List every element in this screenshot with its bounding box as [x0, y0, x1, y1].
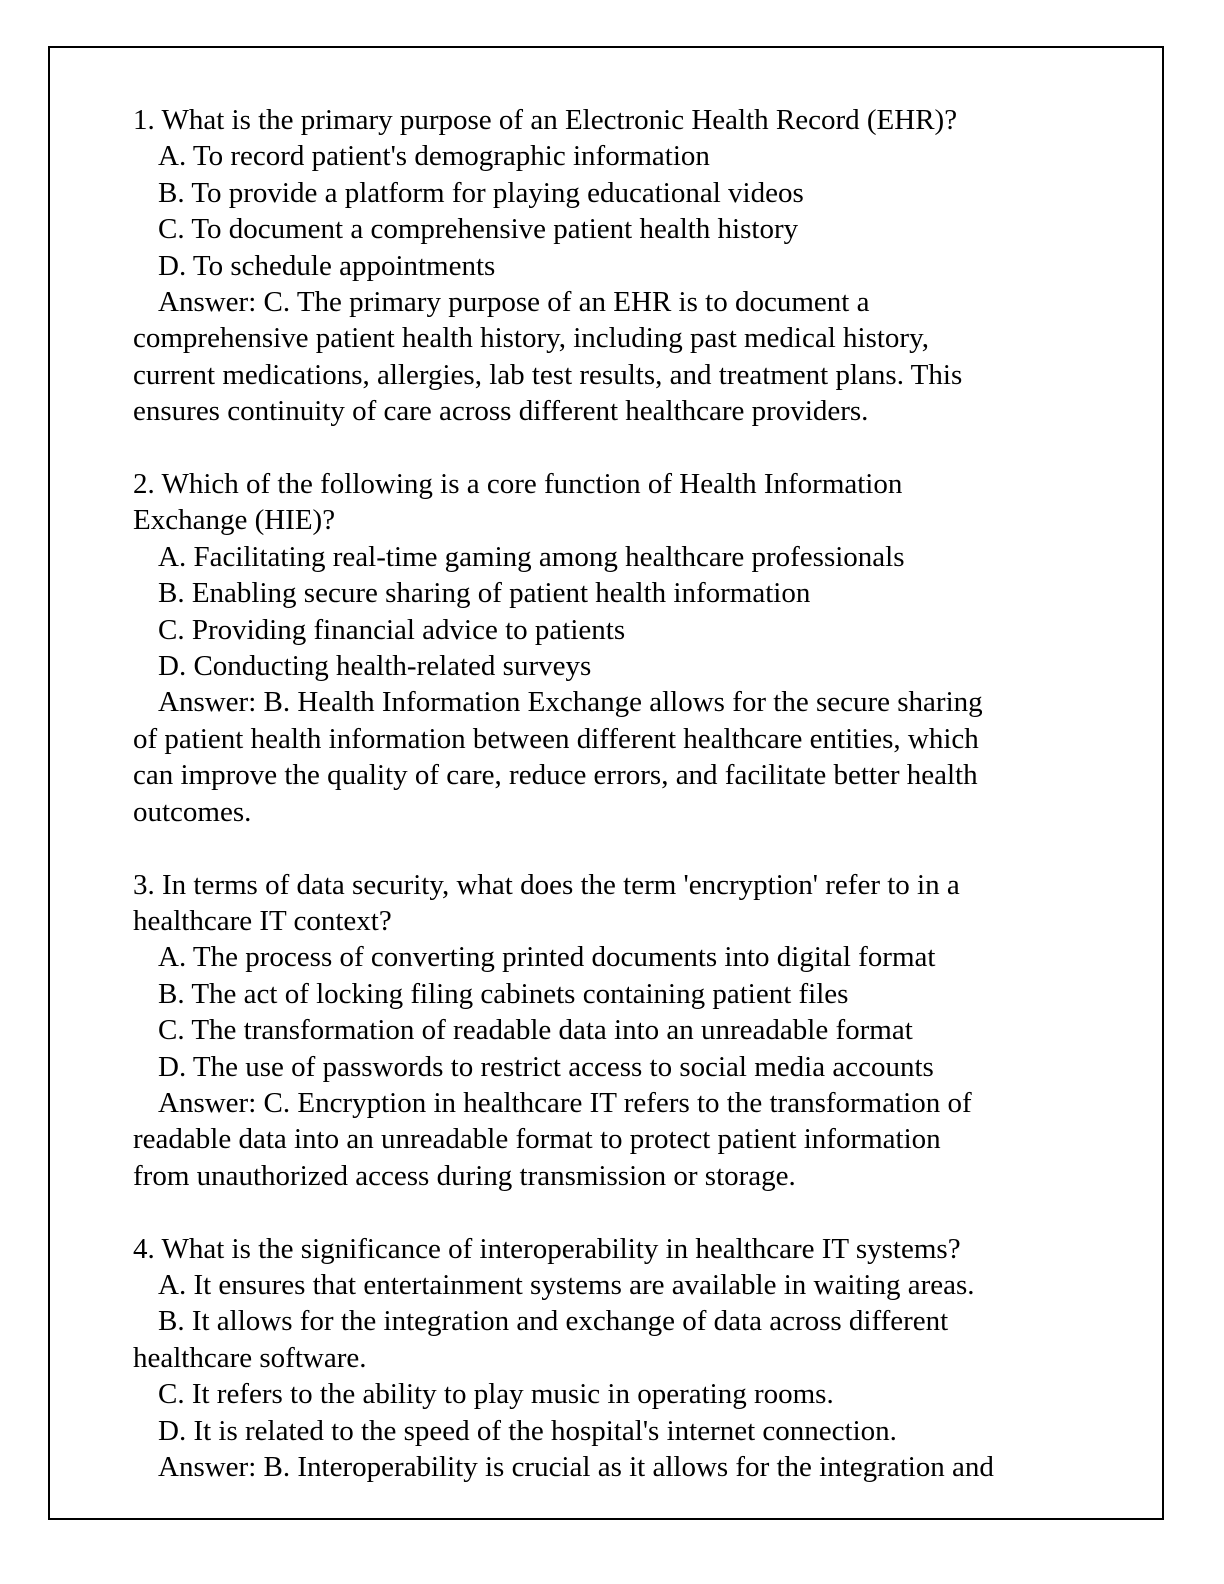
- option-d: D. The use of passwords to restrict access to social media accounts: [158, 1050, 934, 1083]
- option-d: D. It is related to the speed of the hospital's internet connection.: [158, 1414, 897, 1447]
- answer-line: from unauthorized access during transmission or storage.: [133, 1159, 796, 1192]
- question-text-line: healthcare IT context?: [133, 904, 392, 937]
- question-1: [133, 102, 1133, 430]
- page-border-frame: [48, 46, 1164, 1520]
- answer-line: outcomes.: [133, 795, 252, 828]
- option-a: A. The process of converting printed documents into digital format: [158, 941, 936, 974]
- option-c: C. It refers to the ability to play music in operating rooms.: [158, 1378, 834, 1411]
- question-text-line: 1. What is the primary purpose of an Electronic Health Record (EHR)?: [133, 104, 958, 136]
- answer-line: Answer: C. Encryption in healthcare IT refers to the transformation of: [158, 1086, 972, 1119]
- answer-line: can improve the quality of care, reduce errors, and facilitate better health: [133, 759, 978, 792]
- question-2: [133, 466, 1133, 830]
- answer-line: Answer: B. Health Information Exchange allows for the secure sharing: [158, 686, 983, 719]
- answer-line: current medications, allergies, lab test results, and treatment plans. This: [133, 358, 963, 391]
- question-text-line: 2. Which of the following is a core function of Health Information: [133, 468, 903, 501]
- option-c: C. Providing financial advice to patients: [158, 613, 626, 646]
- answer-line: comprehensive patient health history, including past medical history,: [133, 322, 929, 355]
- question-text-line: 3. In terms of data security, what does the term 'encryption' refer to in a: [133, 868, 960, 901]
- answer-line: Answer: B. Interoperability is crucial as it allows for the integration and: [158, 1450, 994, 1483]
- question-3: [133, 867, 1133, 1195]
- option-a: A. To record patient's demographic information: [158, 140, 710, 173]
- option-b-continuation: healthcare software.: [133, 1341, 367, 1374]
- answer-line: of patient health information between different healthcare entities, which: [133, 722, 979, 755]
- question-text-line: 4. What is the significance of interoperability in healthcare IT systems?: [133, 1232, 961, 1265]
- option-b: B. It allows for the integration and exchange of data across different: [158, 1305, 949, 1338]
- option-c: C. The transformation of readable data into an unreadable format: [158, 1014, 913, 1047]
- answer-line: Answer: C. The primary purpose of an EHR is to document a: [158, 286, 870, 319]
- option-b: B. The act of locking filing cabinets containing patient files: [158, 977, 849, 1010]
- option-d: D. To schedule appointments: [158, 249, 496, 282]
- option-a: A. Facilitating real-time gaming among healthcare professionals: [158, 540, 905, 573]
- option-d: D. Conducting health-related surveys: [158, 650, 592, 683]
- question-4: [133, 1231, 1133, 1486]
- option-b: B. Enabling secure sharing of patient health information: [158, 577, 811, 610]
- option-a: A. It ensures that entertainment systems are available in waiting areas.: [158, 1268, 975, 1301]
- option-c: C. To document a comprehensive patient health history: [158, 213, 799, 246]
- answer-line: readable data into an unreadable format to protect patient information: [133, 1123, 941, 1156]
- question-text-line: Exchange (HIE)?: [133, 504, 336, 537]
- answer-line: ensures continuity of care across different healthcare providers.: [133, 395, 869, 428]
- option-b: B. To provide a platform for playing educational videos: [158, 176, 804, 209]
- document-content: [133, 102, 1133, 1520]
